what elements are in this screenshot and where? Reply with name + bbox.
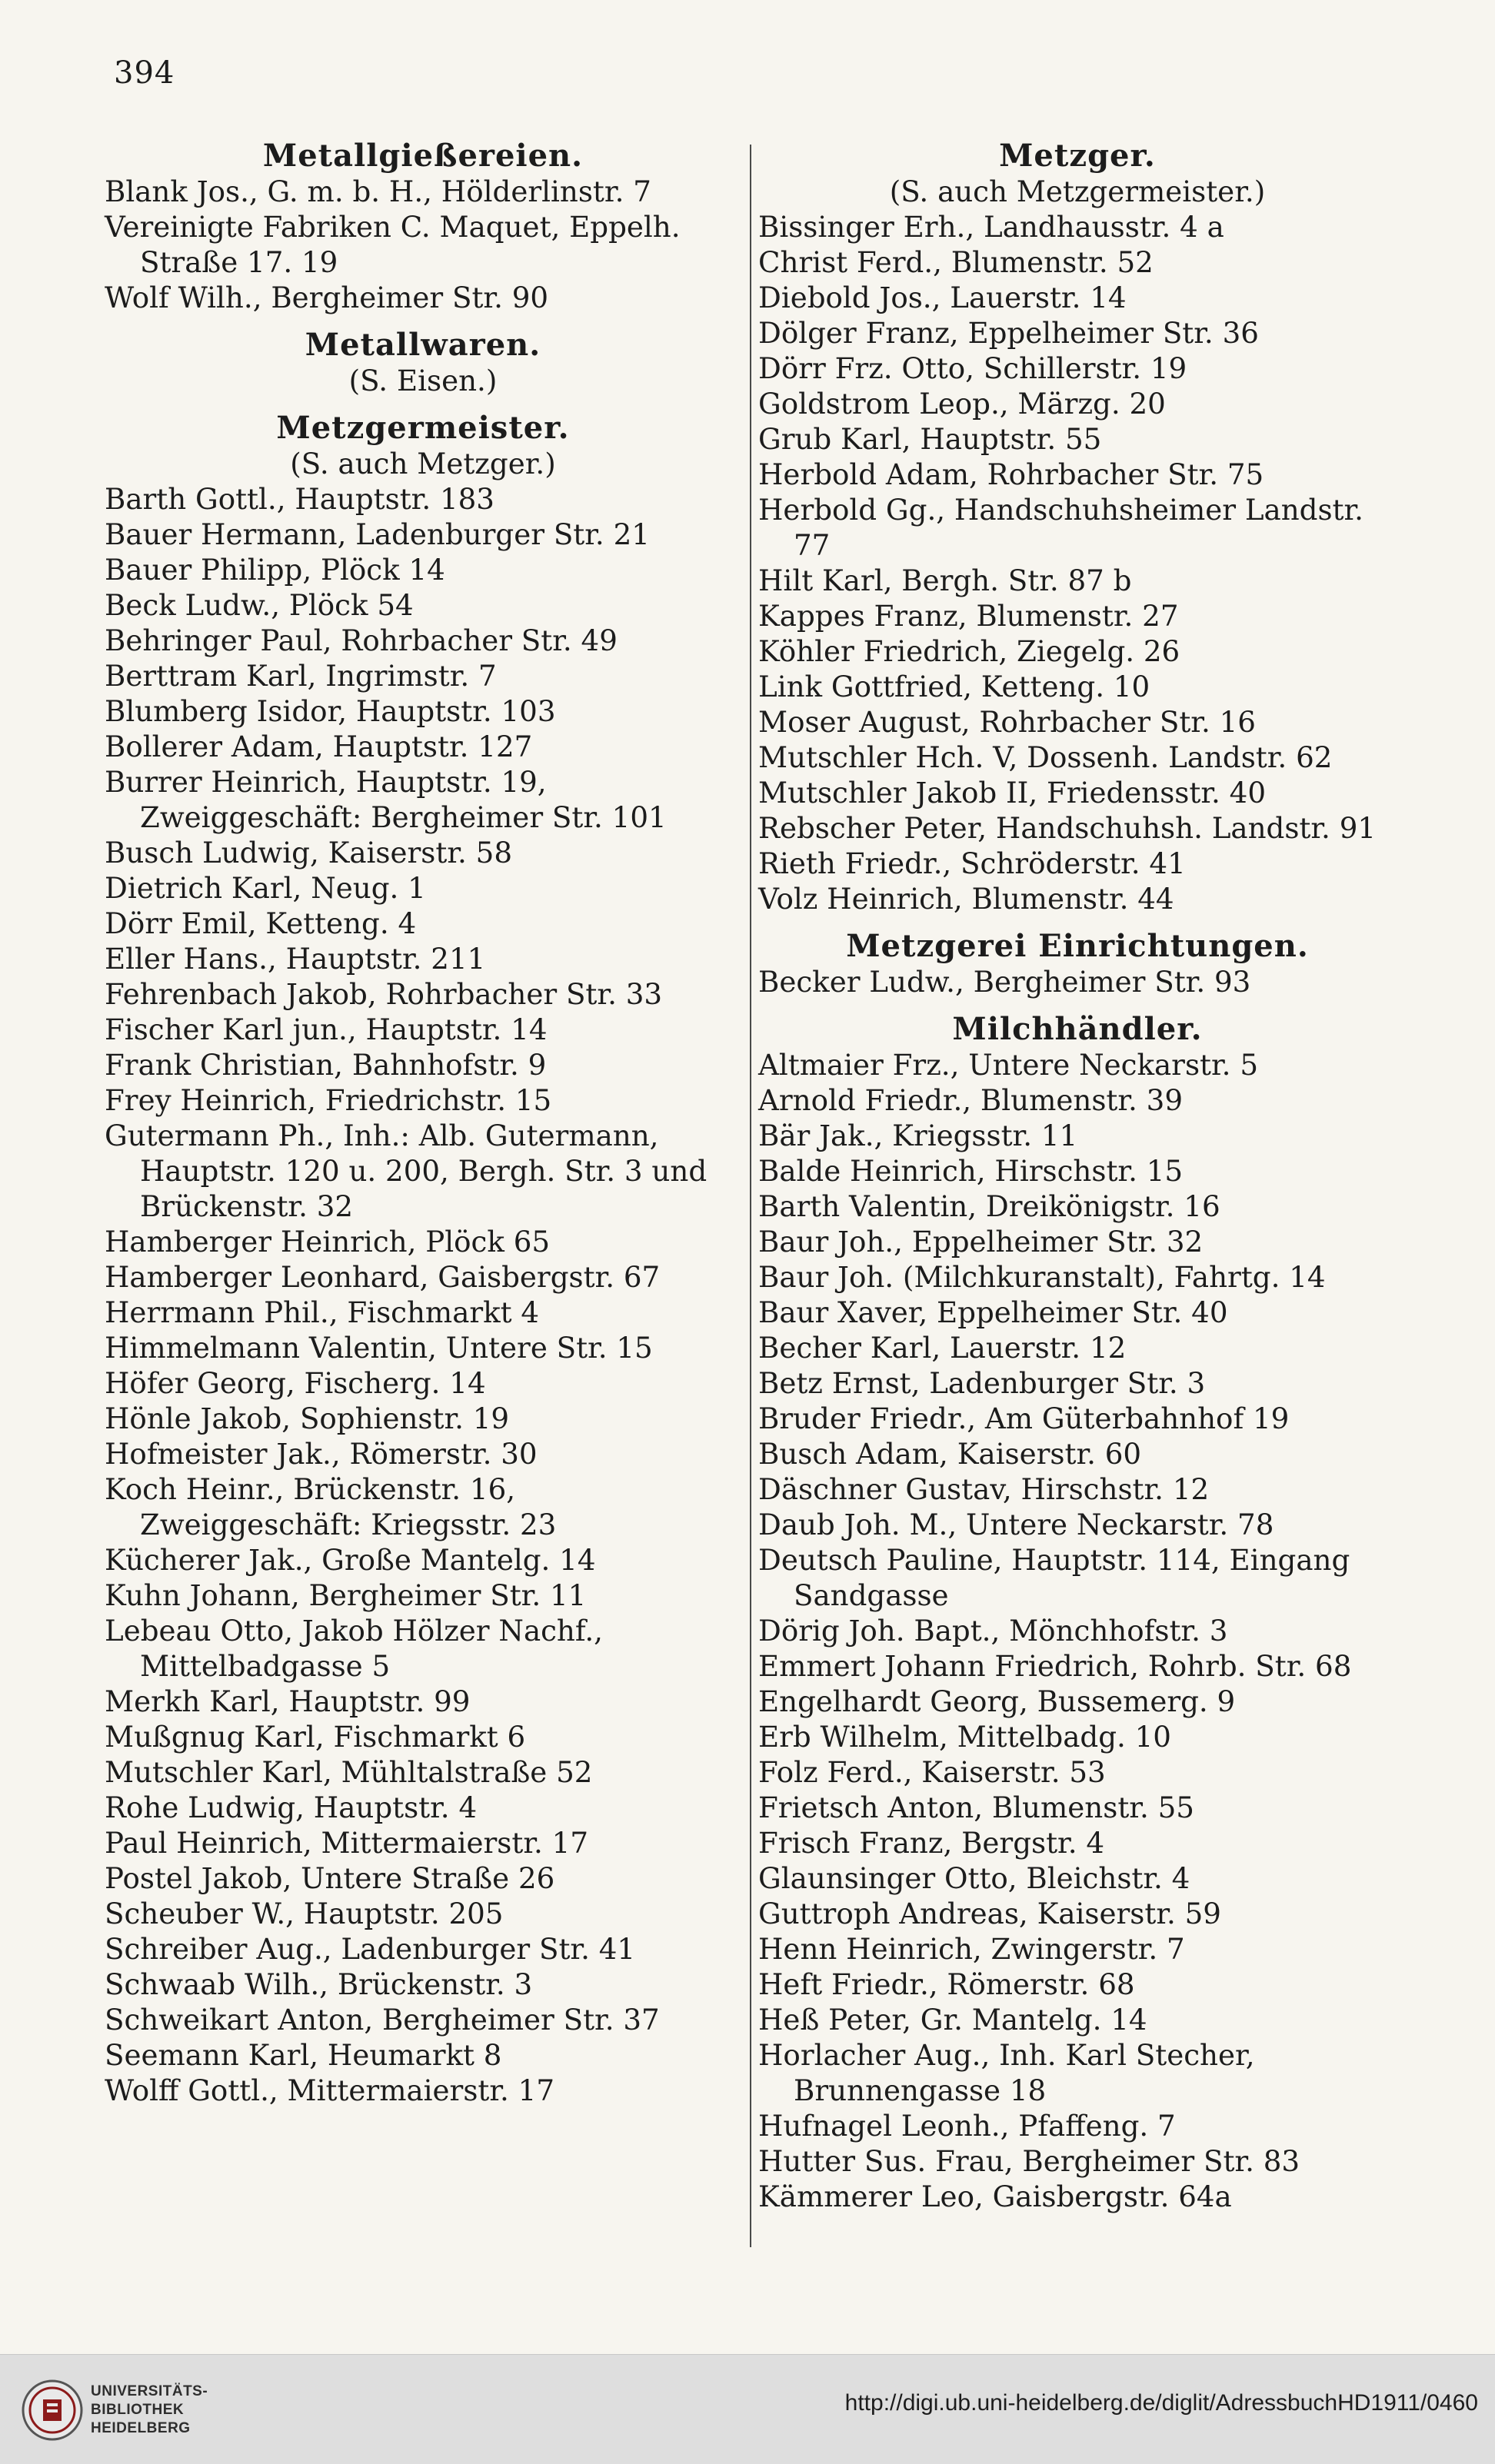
directory-entry: Postel Jakob, Untere Straße 26: [105, 1861, 555, 1895]
directory-entry: Hönle Jakob, Sophienstr. 19: [105, 1402, 510, 1435]
directory-entry: Blank Jos., G. m. b. H., Hölderlinstr. 7: [105, 175, 651, 208]
directory-entry: Frey Heinrich, Friedrichstr. 15: [105, 1083, 552, 1117]
directory-entry: Blumberg Isidor, Hauptstr. 103: [105, 694, 556, 728]
directory-entry: Behringer Paul, Rohrbacher Str. 49: [105, 623, 618, 657]
directory-entry: Schwaab Wilh., Brückenstr. 3: [105, 1967, 533, 2001]
directory-entry: Heß Peter, Gr. Mantelg. 14: [758, 2003, 1147, 2037]
directory-entry: Henn Heinrich, Zwingerstr. 7: [758, 1932, 1185, 1966]
directory-entry: Fischer Karl jun., Hauptstr. 14: [105, 1013, 548, 1046]
directory-entry: Becker Ludw., Bergheimer Str. 93: [758, 965, 1251, 999]
cross-reference: (S. Eisen.): [348, 364, 498, 397]
directory-entry: Hofmeister Jak., Römerstr. 30: [105, 1437, 538, 1471]
directory-entry: Burrer Heinrich, Hauptstr. 19, Zweiggeschäft: Bergheimer Str. 101: [105, 765, 667, 834]
directory-entry: Betz Ernst, Ladenburger Str. 3: [758, 1366, 1206, 1400]
directory-entry: Barth Gottl., Hauptstr. 183: [105, 482, 494, 516]
directory-entry: Schweikart Anton, Bergheimer Str. 37: [105, 2003, 660, 2037]
cross-reference: (S. auch Metzgermeister.): [889, 175, 1266, 208]
directory-entry: Bruder Friedr., Am Güterbahnhof 19: [758, 1402, 1290, 1435]
directory-entry: Diebold Jos., Lauerstr. 14: [758, 281, 1127, 314]
directory-entry: Barth Valentin, Dreikönigstr. 16: [758, 1189, 1220, 1223]
directory-entry: Hilt Karl, Bergh. Str. 87 b: [758, 564, 1132, 597]
directory-entry: Hamberger Heinrich, Plöck 65: [105, 1225, 551, 1259]
directory-entry: Scheuber W., Hauptstr. 205: [105, 1897, 504, 1930]
directory-entry: Dietrich Karl, Neug. 1: [105, 871, 426, 905]
directory-entry: Engelhardt Georg, Bussemerg. 9: [758, 1684, 1236, 1718]
directory-entry: Herbold Adam, Rohrbacher Str. 75: [758, 457, 1264, 491]
directory-entry: Herrmann Phil., Fischmarkt 4: [105, 1295, 540, 1329]
directory-entry: Deutsch Pauline, Hauptstr. 114, Eingang Sandgasse: [758, 1543, 1350, 1612]
cross-reference: (S. auch Metzger.): [290, 447, 556, 480]
directory-entry: Link Gottfried, Ketteng. 10: [758, 670, 1150, 703]
directory-entry: Berttram Karl, Ingrimstr. 7: [105, 659, 497, 693]
right-column: [758, 138, 1397, 2214]
directory-entry: Wolf Wilh., Bergheimer Str. 90: [105, 281, 549, 314]
directory-entry: Schreiber Aug., Ladenburger Str. 41: [105, 1932, 636, 1966]
directory-entry: Dörig Joh. Bapt., Mönchhofstr. 3: [758, 1614, 1228, 1648]
directory-entry: Guttroph Andreas, Kaiserstr. 59: [758, 1897, 1221, 1930]
directory-entry: Hutter Sus. Frau, Bergheimer Str. 83: [758, 2144, 1300, 2178]
directory-entry: Altmaier Frz., Untere Neckarstr. 5: [758, 1048, 1258, 1082]
directory-entry: Rohe Ludwig, Hauptstr. 4: [105, 1791, 478, 1824]
directory-entry: Horlacher Aug., Inh. Karl Stecher, Brunnengasse 18: [758, 2038, 1255, 2107]
directory-entry: Kämmerer Leo, Gaisbergstr. 64a: [758, 2180, 1232, 2213]
directory-entry: Rebscher Peter, Handschuhsh. Landstr. 91: [758, 811, 1377, 845]
directory-entry: Bauer Philipp, Plöck 14: [105, 553, 445, 587]
directory-entry: Gutermann Ph., Inh.: Alb. Gutermann, Hauptstr. 120 u. 200, Bergh. Str. 3 und Brückenstr. 32: [105, 1119, 708, 1223]
directory-entry: Frietsch Anton, Blumenstr. 55: [758, 1791, 1194, 1824]
directory-entry: Wolff Gottl., Mittermaierstr. 17: [105, 2073, 554, 2107]
directory-entry: Merkh Karl, Hauptstr. 99: [105, 1684, 471, 1718]
library-name-line: UNIVERSITÄTS-: [91, 2383, 208, 2399]
directory-entry: Dörr Emil, Ketteng. 4: [105, 906, 417, 940]
directory-entry: Busch Adam, Kaiserstr. 60: [758, 1437, 1142, 1471]
column-divider: [750, 145, 751, 2247]
directory-entry: Herbold Gg., Handschuhsheimer Landstr. 77: [758, 493, 1363, 562]
section-heading: Milchhändler.: [952, 1011, 1203, 1047]
directory-entry: Bauer Hermann, Ladenburger Str. 21: [105, 517, 650, 551]
directory-entry: Mußgnug Karl, Fischmarkt 6: [105, 1720, 526, 1754]
directory-entry: Mutschler Hch. V, Dossenh. Landstr. 62: [758, 740, 1333, 774]
directory-entry: Kappes Franz, Blumenstr. 27: [758, 599, 1179, 633]
directory-entry: Rieth Friedr., Schröderstr. 41: [758, 846, 1186, 880]
directory-entry: Dölger Franz, Eppelheimer Str. 36: [758, 316, 1259, 350]
section-heading: Metzgermeister.: [276, 410, 570, 446]
directory-entry: Arnold Friedr., Blumenstr. 39: [758, 1083, 1183, 1117]
directory-entry: Daub Joh. M., Untere Neckarstr. 78: [758, 1508, 1274, 1541]
library-seal-icon: [20, 2378, 85, 2442]
directory-entry: Heft Friedr., Römerstr. 68: [758, 1967, 1135, 2001]
left-column: [105, 138, 741, 2108]
directory-entry: Bär Jak., Kriegsstr. 11: [758, 1119, 1078, 1152]
directory-entry: Busch Ludwig, Kaiserstr. 58: [105, 836, 512, 870]
directory-entry: Paul Heinrich, Mittermaierstr. 17: [105, 1826, 588, 1860]
section-heading: Metallgießereien.: [262, 138, 584, 174]
directory-entry: Baur Joh., Eppelheimer Str. 32: [758, 1225, 1204, 1259]
section-heading: Metallwaren.: [305, 327, 541, 363]
directory-entry: Hamberger Leonhard, Gaisbergstr. 67: [105, 1260, 661, 1294]
section-heading: Metzger.: [999, 138, 1156, 174]
directory-entry: Himmelmann Valentin, Untere Str. 15: [105, 1331, 653, 1365]
directory-entry: Bollerer Adam, Hauptstr. 127: [105, 730, 533, 763]
source-url[interactable]: http://digi.ub.uni-heidelberg.de/diglit/AdressbuchHD1911/0460: [844, 2390, 1478, 2416]
directory-entry: Becher Karl, Lauerstr. 12: [758, 1331, 1127, 1365]
directory-entry: Baur Xaver, Eppelheimer Str. 40: [758, 1295, 1228, 1329]
directory-entry: Bissinger Erh., Landhausstr. 4 a: [758, 210, 1224, 244]
directory-entry: Beck Ludw., Plöck 54: [105, 588, 414, 622]
directory-entry: Kuhn Johann, Bergheimer Str. 11: [105, 1578, 587, 1612]
directory-entry: Grub Karl, Hauptstr. 55: [758, 422, 1102, 456]
directory-entry: Kücherer Jak., Große Mantelg. 14: [105, 1543, 596, 1577]
directory-entry: Moser August, Rohrbacher Str. 16: [758, 705, 1256, 739]
directory-entry: Fehrenbach Jakob, Rohrbacher Str. 33: [105, 977, 663, 1011]
directory-entry: Vereinigte Fabriken C. Maquet, Eppelh. Straße 17. 19: [105, 210, 681, 279]
directory-entry: Mutschler Jakob II, Friedensstr. 40: [758, 776, 1266, 810]
directory-entry: Balde Heinrich, Hirschstr. 15: [758, 1154, 1184, 1188]
directory-entry: Frank Christian, Bahnhofstr. 9: [105, 1048, 547, 1082]
directory-entry: Eller Hans., Hauptstr. 211: [105, 942, 486, 976]
directory-entry: Frisch Franz, Bergstr. 4: [758, 1826, 1105, 1860]
directory-entry: Goldstrom Leop., Märzg. 20: [758, 387, 1166, 421]
directory-entry: Glaunsinger Otto, Bleichstr. 4: [758, 1861, 1190, 1895]
directory-entry: Mutschler Karl, Mühltalstraße 52: [105, 1755, 593, 1789]
library-name-line: BIBLIOTHEK: [91, 2402, 185, 2418]
library-name-line: HEIDELBERG: [91, 2420, 191, 2436]
directory-entry: Dörr Frz. Otto, Schillerstr. 19: [758, 351, 1187, 385]
directory-entry: Däschner Gustav, Hirschstr. 12: [758, 1472, 1210, 1506]
directory-entry: Christ Ferd., Blumenstr. 52: [758, 245, 1154, 279]
directory-entry: Seemann Karl, Heumarkt 8: [105, 2038, 502, 2072]
directory-entry: Erb Wilhelm, Mittelbadg. 10: [758, 1720, 1171, 1754]
directory-entry: Baur Joh. (Milchkuranstalt), Fahrtg. 14: [758, 1260, 1326, 1294]
directory-entry: Koch Heinr., Brückenstr. 16, Zweiggeschäft: Kriegsstr. 23: [105, 1472, 557, 1541]
section-heading: Metzgerei Einrichtungen.: [846, 928, 1309, 964]
directory-entry: Lebeau Otto, Jakob Hölzer Nachf., Mittelbadgasse 5: [105, 1614, 603, 1683]
directory-entry: Folz Ferd., Kaiserstr. 53: [758, 1755, 1106, 1789]
library-name: [91, 2383, 208, 2438]
directory-entry: Höfer Georg, Fischerg. 14: [105, 1366, 486, 1400]
directory-entry: Volz Heinrich, Blumenstr. 44: [758, 882, 1174, 916]
directory-entry: Köhler Friedrich, Ziegelg. 26: [758, 634, 1180, 668]
directory-entry: Emmert Johann Friedrich, Rohrb. Str. 68: [758, 1649, 1352, 1683]
footer-bar: [0, 2354, 1495, 2464]
page-number: 394: [114, 55, 175, 91]
directory-entry: Hufnagel Leonh., Pfaffeng. 7: [758, 2109, 1176, 2143]
